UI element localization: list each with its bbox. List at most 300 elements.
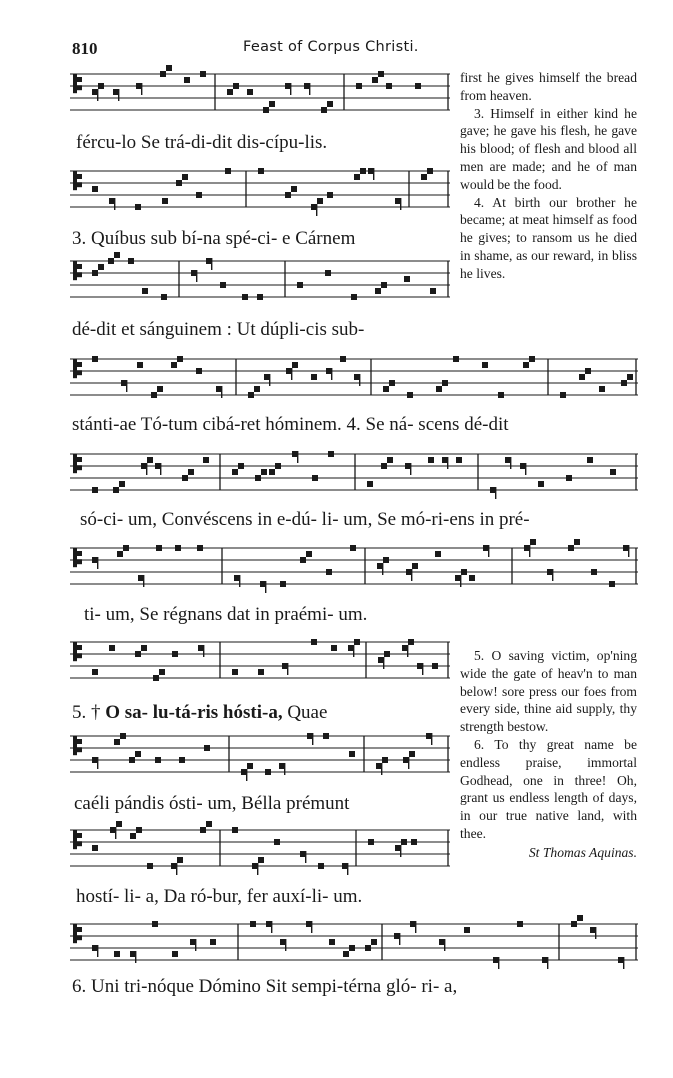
hymn-incipit: O sa- lu-tá-ris hósti-a, <box>105 702 283 723</box>
clef-mark <box>77 841 82 846</box>
neume-note <box>350 545 356 551</box>
neume-note <box>200 71 206 77</box>
neume-note <box>579 374 585 380</box>
neume-note <box>116 821 122 827</box>
neume-stem <box>297 451 298 463</box>
neume-note <box>382 757 388 763</box>
neume-stem <box>312 733 313 745</box>
neume-stem <box>525 463 526 475</box>
neume-stem <box>431 733 432 745</box>
neume-note <box>442 380 448 386</box>
neume-note <box>381 282 387 288</box>
neume-note <box>175 545 181 551</box>
clef-mark <box>77 272 82 277</box>
neume-stem <box>359 374 360 386</box>
clef-mark <box>77 362 82 367</box>
clef-mark <box>77 935 82 940</box>
chant-staff-10 <box>70 918 638 970</box>
clef-mark <box>77 927 82 932</box>
neume-note <box>386 83 392 89</box>
chant-staff-3 <box>70 255 450 307</box>
neume-note <box>469 575 475 581</box>
neume-note <box>498 392 504 398</box>
hymn-incipit-continuation: Quae <box>287 702 328 723</box>
neume-note <box>585 368 591 374</box>
clef-mark <box>73 642 77 661</box>
neume-note <box>203 457 209 463</box>
chant-lyric-line-2: 3. Quíbus sub bí-na spé-ci- e Cárnem <box>72 228 356 249</box>
neume-note <box>247 89 253 95</box>
neume-note <box>587 457 593 463</box>
neume-note <box>538 481 544 487</box>
neume-note <box>327 192 333 198</box>
translation-stanza: 3. Himself in either kind he gave; he gave his flesh, he gave his blood; of flesh and blood all men are made; and he of man would be the food. <box>460 105 637 192</box>
neume-note <box>117 551 123 557</box>
neume-note <box>255 475 261 481</box>
neume-note <box>311 374 317 380</box>
neume-note <box>137 362 143 368</box>
neume-stem <box>415 921 416 933</box>
page-number: 810 <box>72 39 98 58</box>
neume-note <box>529 356 535 362</box>
neume-note <box>574 539 580 545</box>
neume-stem <box>97 557 98 569</box>
neume-stem <box>408 757 409 769</box>
neume-stem <box>381 763 382 775</box>
neume-note <box>387 457 393 463</box>
neume-note <box>317 198 323 204</box>
neume-note <box>129 757 135 763</box>
neume-note <box>354 639 360 645</box>
neume-note <box>119 481 125 487</box>
neume-note <box>354 174 360 180</box>
clef-mark <box>77 739 82 744</box>
neume-note <box>258 857 264 863</box>
clef-mark <box>73 454 77 473</box>
neume-note <box>242 294 248 300</box>
neume-note <box>98 264 104 270</box>
neume-note <box>297 282 303 288</box>
neume-note <box>176 180 182 186</box>
neume-stem <box>97 945 98 957</box>
neume-note <box>318 863 324 869</box>
neume-stem <box>285 939 286 951</box>
neume-note <box>130 833 136 839</box>
neume-stem <box>399 933 400 945</box>
neume-note <box>113 487 119 493</box>
neume-note <box>523 362 529 368</box>
neume-note <box>409 751 415 757</box>
neume-note <box>312 475 318 481</box>
neume-note <box>360 168 366 174</box>
chant-lyric-line-6: ti- um, Se régnans dat in praémi- um. <box>84 604 368 625</box>
neume-stem <box>246 769 247 781</box>
neume-note <box>232 469 238 475</box>
neume-note <box>412 563 418 569</box>
neume-note <box>383 386 389 392</box>
neume-note <box>371 939 377 945</box>
neume-note <box>482 362 488 368</box>
neume-note <box>389 380 395 386</box>
neume-note <box>166 65 172 71</box>
neume-note <box>161 294 167 300</box>
neume-note <box>568 545 574 551</box>
neume-note <box>135 651 141 657</box>
neume-note <box>269 101 275 107</box>
chant-staff-9 <box>70 824 450 876</box>
neume-note <box>331 645 337 651</box>
neume-stem <box>410 463 411 475</box>
neume-note <box>220 282 226 288</box>
neume-note <box>428 457 434 463</box>
neume-note <box>142 288 148 294</box>
neume-note <box>92 487 98 493</box>
chant-staff-8 <box>70 730 450 782</box>
clef-mark <box>77 457 82 462</box>
neume-note <box>453 356 459 362</box>
neume-note <box>356 83 362 89</box>
neume-note <box>136 827 142 833</box>
neume-stem <box>114 198 115 210</box>
neume-note <box>436 386 442 392</box>
neume-note <box>566 475 572 481</box>
neume-note <box>351 294 357 300</box>
chant-staff-5 <box>70 448 638 500</box>
neume-stem <box>488 545 489 557</box>
neume-stem <box>331 368 332 380</box>
neume-note <box>621 380 627 386</box>
clef-mark <box>77 833 82 838</box>
neume-stem <box>176 863 177 875</box>
neume-note <box>160 71 166 77</box>
neume-note <box>114 252 120 258</box>
neume-note <box>265 769 271 775</box>
neume-note <box>461 569 467 575</box>
neume-stem <box>400 845 401 857</box>
neume-note <box>92 270 98 276</box>
neume-stem <box>400 198 401 210</box>
neume-note <box>182 174 188 180</box>
neume-stem <box>311 921 312 933</box>
neume-note <box>599 386 605 392</box>
clef-mark <box>77 747 82 752</box>
neume-note <box>365 945 371 951</box>
verse-number: 5. <box>72 702 87 723</box>
neume-note <box>227 89 233 95</box>
neume-note <box>162 198 168 204</box>
clef-mark <box>73 261 77 280</box>
neume-stem <box>265 581 266 593</box>
neume-note <box>329 939 335 945</box>
chant-lyric-line-8: caéli pándis ósti- um, Bélla prémunt <box>74 793 350 814</box>
neume-note <box>328 451 334 457</box>
translation-stanza: 5. O saving victim, op'ning wide the gate of heav'n to man below! sore press our foes from every side, thine aid supply, thy strength bestow. <box>460 648 637 735</box>
clef-mark <box>77 85 82 90</box>
neume-stem <box>460 575 461 587</box>
neume-note <box>530 539 536 545</box>
neume-note <box>147 457 153 463</box>
neume-stem <box>510 457 511 469</box>
neume-note <box>375 288 381 294</box>
clef-mark <box>73 359 77 378</box>
chant-lyric-line-5: só-ci- um, Convéscens in e-dú- li- um, Se mó-ri-ens in pré- <box>80 509 530 530</box>
neume-stem <box>316 204 317 216</box>
neume-stem <box>257 863 258 875</box>
neume-note <box>263 107 269 113</box>
neume-stem <box>195 939 196 951</box>
neume-stem <box>373 168 374 180</box>
neume-note <box>135 751 141 757</box>
neume-stem <box>287 663 288 675</box>
neume-note <box>311 639 317 645</box>
neume-stem <box>97 89 98 101</box>
neume-note <box>182 475 188 481</box>
neume-note <box>123 545 129 551</box>
neume-stem <box>135 951 136 963</box>
neume-note <box>383 557 389 563</box>
neume-stem <box>290 83 291 95</box>
neume-stem <box>422 663 423 675</box>
neume-stem <box>160 463 161 475</box>
neume-stem <box>495 487 496 499</box>
neume-note <box>577 915 583 921</box>
chant-lyric-line-4: stánti-ae Tó-tum cibá-ret hóminem. 4. Se ná- scens dé-dit <box>72 414 509 435</box>
neume-stem <box>595 927 596 939</box>
neume-note <box>232 827 238 833</box>
neume-note <box>257 294 263 300</box>
neume-note <box>254 386 260 392</box>
neume-note <box>372 77 378 83</box>
neume-note <box>343 951 349 957</box>
neume-note <box>92 356 98 362</box>
neume-note <box>109 645 115 651</box>
clef-mark <box>77 264 82 269</box>
neume-note <box>306 551 312 557</box>
neume-stem <box>447 457 448 469</box>
chant-lyric-line-3: dé-dit et sánguinem : Ut dúpli-cis sub- <box>72 319 365 340</box>
neume-note <box>92 669 98 675</box>
neume-note <box>248 392 254 398</box>
translation-stanza: first he gives himself the bread from heaven. <box>460 70 637 103</box>
neume-stem <box>628 545 629 557</box>
neume-stem <box>547 957 548 969</box>
neume-note <box>401 839 407 845</box>
clef-mark <box>73 548 77 567</box>
dagger-mark: † <box>91 702 101 723</box>
neume-stem <box>382 563 383 575</box>
neume-stem <box>305 851 306 863</box>
neume-note <box>98 83 104 89</box>
clef-mark <box>77 182 82 187</box>
neume-note <box>368 839 374 845</box>
neume-note <box>609 581 615 587</box>
neume-note <box>151 392 157 398</box>
neume-stem <box>115 827 116 839</box>
neume-note <box>171 362 177 368</box>
neume-stem <box>353 645 354 657</box>
neume-note <box>188 469 194 475</box>
chant-staff-2 <box>70 165 450 217</box>
chant-lyric-line-1: fércu-lo Se trá-di-dit dis-cípu-lis. <box>76 132 328 153</box>
neume-stem <box>498 957 499 969</box>
neume-note <box>197 545 203 551</box>
neume-note <box>156 545 162 551</box>
neume-note <box>172 951 178 957</box>
neume-stem <box>383 657 384 669</box>
neume-note <box>435 551 441 557</box>
clef-mark <box>77 559 82 564</box>
neume-note <box>411 839 417 845</box>
neume-note <box>407 392 413 398</box>
neume-note <box>327 101 333 107</box>
neume-note <box>196 368 202 374</box>
neume-note <box>300 557 306 563</box>
neume-note <box>232 669 238 675</box>
neume-note <box>172 651 178 657</box>
neume-note <box>141 645 147 651</box>
neume-note <box>280 581 286 587</box>
chant-lyric-line-10: 6. Uni tri-nóque Dómino Sit sempi-térna gló- ri- a, <box>72 976 458 997</box>
neume-note <box>323 733 329 739</box>
neume-note <box>427 168 433 174</box>
neume-note <box>200 827 206 833</box>
neume-note <box>196 192 202 198</box>
clef-mark <box>73 74 77 93</box>
chant-staff-1 <box>70 68 450 120</box>
neume-stem <box>552 569 553 581</box>
neume-note <box>421 174 427 180</box>
neume-note <box>152 921 158 927</box>
clef-mark <box>77 551 82 556</box>
neume-note <box>430 288 436 294</box>
chant-staff-7 <box>70 636 450 688</box>
neume-stem <box>444 939 445 951</box>
neume-stem <box>347 863 348 875</box>
running-title: Feast of Corpus Christi. <box>243 39 419 55</box>
clef-mark <box>77 653 82 658</box>
translation-stanza: 4. At birth our brother he became; at meat himself as food he gives; to ransom us he died in shame, as our reward, in bliss he lives. <box>460 194 637 281</box>
neume-note <box>381 463 387 469</box>
neume-note <box>274 839 280 845</box>
translation-column-lower <box>460 647 637 862</box>
neume-note <box>225 168 231 174</box>
neume-note <box>135 204 141 210</box>
neume-stem <box>271 921 272 933</box>
chant-lyric-line-7 <box>72 702 327 724</box>
neume-stem <box>291 368 292 380</box>
neume-note <box>247 763 253 769</box>
neume-note <box>159 669 165 675</box>
neume-note <box>325 270 331 276</box>
neume-stem <box>211 258 212 270</box>
neume-note <box>384 651 390 657</box>
neume-note <box>184 77 190 83</box>
neume-note <box>179 757 185 763</box>
neume-stem <box>309 83 310 95</box>
neume-note <box>114 951 120 957</box>
neume-note <box>238 463 244 469</box>
neume-note <box>177 356 183 362</box>
neume-note <box>177 857 183 863</box>
neume-note <box>560 392 566 398</box>
neume-stem <box>97 757 98 769</box>
neume-note <box>275 463 281 469</box>
clef-mark <box>73 171 77 190</box>
neume-stem <box>623 957 624 969</box>
clef-mark <box>77 465 82 470</box>
neume-stem <box>203 645 204 657</box>
neume-stem <box>221 386 222 398</box>
neume-note <box>321 107 327 113</box>
neume-stem <box>239 575 240 587</box>
neume-note <box>92 845 98 851</box>
clef-mark <box>73 924 77 943</box>
neume-note <box>464 927 470 933</box>
neume-stem <box>411 569 412 581</box>
neume-note <box>147 863 153 869</box>
neume-stem <box>143 575 144 587</box>
chant-lyric-line-9: hostí- li- a, Da ró-bur, fer auxí-li- um. <box>76 886 363 907</box>
neume-note <box>292 362 298 368</box>
clef-mark <box>73 736 77 755</box>
neume-note <box>114 739 120 745</box>
neume-note <box>326 569 332 575</box>
neume-note <box>517 921 523 927</box>
neume-note <box>261 469 267 475</box>
neume-stem <box>529 545 530 557</box>
neume-note <box>415 83 421 89</box>
neume-note <box>610 469 616 475</box>
neume-stem <box>269 374 270 386</box>
attribution: St Thomas Aquinas. <box>528 844 637 860</box>
chant-staff-4 <box>70 353 638 405</box>
clef-mark <box>77 77 82 82</box>
neume-note <box>432 663 438 669</box>
clef-mark <box>77 174 82 179</box>
neume-note <box>591 569 597 575</box>
neume-stem <box>118 89 119 101</box>
neume-note <box>157 386 163 392</box>
neume-stem <box>284 763 285 775</box>
translation-column-upper <box>460 69 637 283</box>
neume-note <box>367 481 373 487</box>
neume-note <box>340 356 346 362</box>
neume-note <box>250 921 256 927</box>
neume-note <box>233 83 239 89</box>
neume-note <box>456 457 462 463</box>
neume-note <box>627 374 633 380</box>
chant-staff-6 <box>70 542 638 594</box>
neume-note <box>258 168 264 174</box>
neume-note <box>571 921 577 927</box>
neume-stem <box>141 83 142 95</box>
neume-stem <box>146 463 147 475</box>
neume-stem <box>407 645 408 657</box>
neume-note <box>153 675 159 681</box>
neume-note <box>108 258 114 264</box>
translation-stanza: 6. To thy great name be endless praise, immortal Godhead, one in three! Oh, grant us endless length of days, in our true native land, with thee. <box>460 736 637 841</box>
neume-note <box>378 71 384 77</box>
neume-stem <box>126 380 127 392</box>
clef-mark <box>77 645 82 650</box>
neume-stem <box>196 270 197 282</box>
neume-note <box>349 945 355 951</box>
neume-note <box>285 192 291 198</box>
neume-note <box>269 469 275 475</box>
clef-mark <box>73 830 77 849</box>
neume-note <box>349 751 355 757</box>
neume-note <box>120 733 126 739</box>
